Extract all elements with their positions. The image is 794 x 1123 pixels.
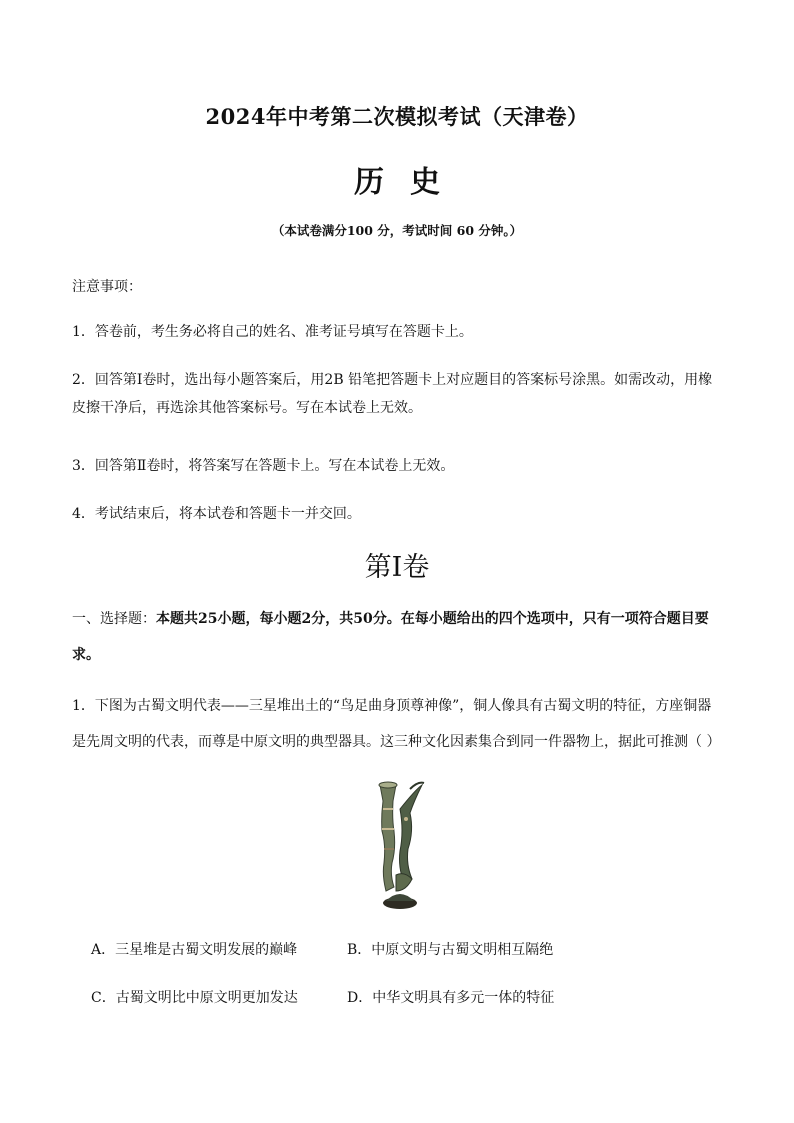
option-b: B．中原文明与古蜀文明相互隔绝 [347, 942, 554, 958]
option-d: D．中华文明具有多元一体的特征 [347, 990, 555, 1006]
bronze-statue-icon [366, 779, 436, 911]
option-a: A．三星堆是古蜀文明发展的巅峰 [91, 942, 298, 958]
option-c: C．古蜀文明比中原文明更加发达 [91, 990, 298, 1006]
notice-item: 2．回答第Ⅰ卷时，选出每小题答案后，用2B 铅笔把答题卡上对应题目的答案标号涂黑。如需改动，用橡皮擦干净后，再选涂其他答案标号。写在本试卷上无效。 [72, 372, 713, 416]
subject-title: 历史 [354, 165, 466, 200]
section-label: 一、选择题： [72, 611, 156, 627]
notice-item: 3．回答第Ⅱ卷时，将答案写在答题卡上。写在本试卷上无效。 [72, 458, 455, 474]
notice-item: 4．考试结束后，将本试卷和答题卡一并交回。 [72, 506, 361, 522]
volume-title: 第Ⅰ卷 [364, 552, 430, 583]
section-instructions [72, 601, 724, 673]
section-text: 本题共25小题，每小题2分，共50分。在每小题给出的四个选项中，只有一项符合题目要求。 [72, 611, 709, 663]
notice-item: 1．答卷前，考生务必将自己的姓名、准考证号填写在答题卡上。 [72, 324, 473, 340]
question-stem: 1．下图为古蜀文明代表——三星堆出土的“鸟足曲身顶尊神像”，铜人像具有古蜀文明的特征，方座铜器是先周文明的代表，而尊是中原文明的典型器具。这三种文化因素集合到同一件器物上，据此可推测（ ） [72, 698, 721, 750]
exam-info: （本试卷满分100 分，考试时间 60 分钟。） [271, 223, 523, 238]
notice-heading: 注意事项： [72, 279, 142, 295]
exam-title: 2024年中考第二次模拟考试（天津卷） [205, 104, 589, 129]
